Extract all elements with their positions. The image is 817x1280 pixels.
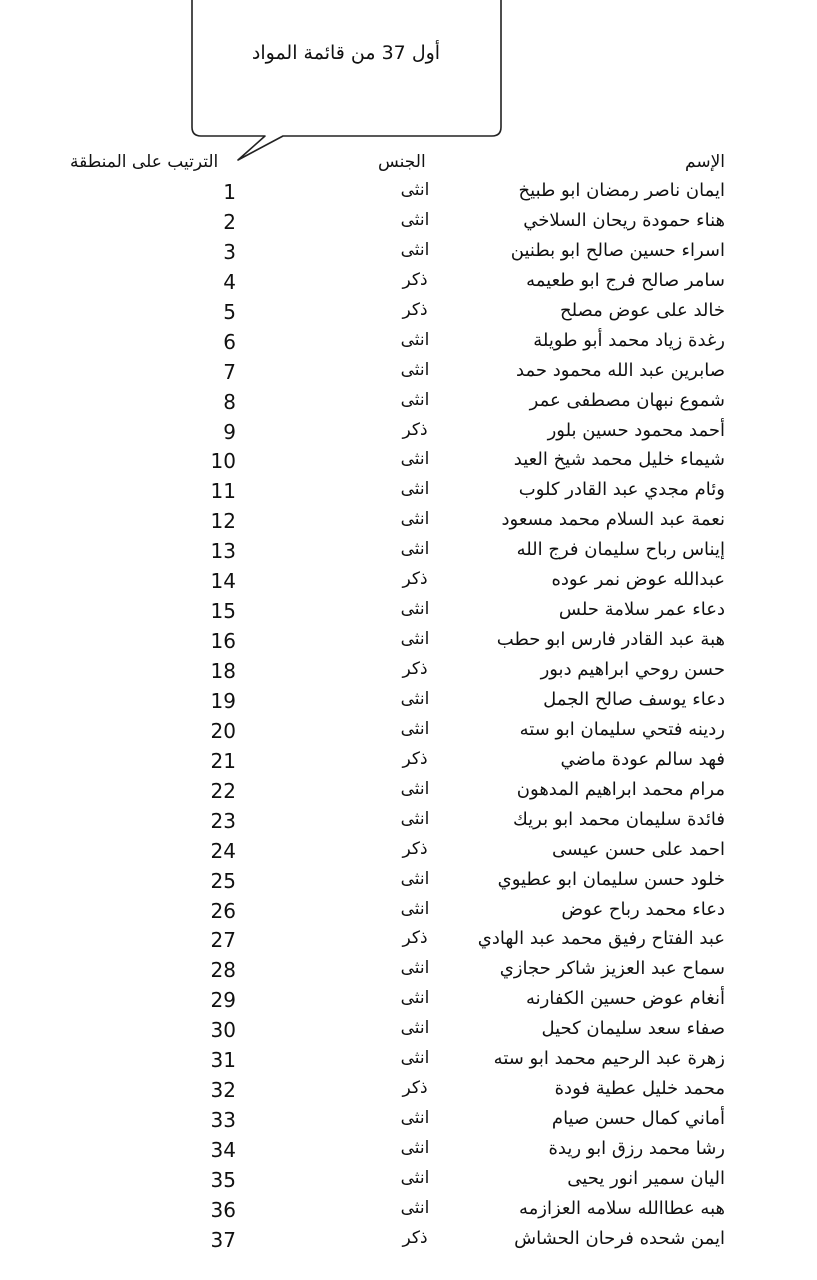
student-rank: 33 [210, 1108, 236, 1133]
student-rank: 6 [223, 329, 236, 354]
student-rank: 10 [210, 449, 236, 474]
student-rank: 4 [223, 269, 236, 294]
list-row [0, 1105, 817, 1135]
list-row [0, 536, 817, 566]
list-row [0, 207, 817, 237]
student-rank: 22 [210, 778, 236, 803]
list-row [0, 476, 817, 506]
student-gender: انثى [400, 449, 430, 470]
list-row [0, 806, 817, 836]
student-name: هبه عطاالله سلامه العزازمه [518, 1197, 725, 1219]
list-row [0, 776, 817, 806]
list-row [0, 985, 817, 1015]
student-rank: 5 [223, 299, 236, 324]
student-name: صفاء سعد سليمان كحيل [541, 1018, 725, 1040]
student-rank: 37 [210, 1227, 236, 1252]
list-row [0, 656, 817, 686]
student-name: ايمان ناصر رمضان ابو طبيخ [518, 180, 725, 201]
student-name: نعمة عبد السلام محمد مسعود [501, 509, 725, 531]
list-row [0, 746, 817, 776]
student-rank: 21 [210, 748, 236, 773]
student-gender: انثى [400, 808, 430, 829]
column-header-rank: الترتيب على المنطقة [70, 152, 219, 172]
list-row [0, 1195, 817, 1225]
student-rank: 23 [210, 808, 236, 833]
student-rank: 7 [223, 359, 236, 384]
student-name: مرام محمد ابراهيم المدهون [516, 778, 725, 800]
list-row [0, 836, 817, 866]
student-name: أحمد محمود حسين بلور [547, 419, 725, 441]
student-rank: 16 [210, 629, 236, 654]
list-row [0, 925, 817, 955]
student-gender: ذكر [402, 269, 428, 290]
student-rank: 30 [210, 1018, 236, 1043]
column-header-name: الإسم [685, 152, 725, 172]
student-rank: 9 [223, 419, 236, 444]
list-row [0, 896, 817, 926]
student-gender: انثى [400, 1138, 430, 1158]
student-gender: انثى [400, 778, 430, 799]
student-rank: 1 [223, 180, 236, 204]
student-gender: ذكر [402, 838, 428, 859]
student-gender: انثى [400, 958, 430, 979]
student-name: رغدة زياد محمد أبو طويلة [533, 329, 725, 351]
student-gender: انثى [400, 180, 430, 200]
student-name: عبدالله عوض نمر عوده [551, 569, 725, 591]
list-row [0, 177, 817, 207]
student-gender: انثى [400, 1108, 430, 1129]
student-gender: انثى [400, 239, 430, 260]
student-rank: 11 [210, 479, 236, 504]
student-gender: انثى [400, 1167, 430, 1188]
student-name: سماح عبد العزيز شاكر حجازي [499, 958, 725, 980]
list-row [0, 626, 817, 656]
list-row [0, 506, 817, 536]
student-gender: انثى [400, 1197, 430, 1218]
student-rank: 18 [210, 659, 236, 683]
student-gender: انثى [400, 479, 430, 500]
student-rank: 24 [210, 838, 236, 863]
results-list [0, 177, 817, 1255]
list-row [0, 1075, 817, 1105]
list-row [0, 566, 817, 596]
student-gender: انثى [400, 1048, 430, 1069]
student-gender: انثى [400, 988, 430, 1009]
student-name: إيناس رباح سليمان فرج الله [516, 539, 725, 561]
student-rank: 15 [210, 599, 236, 624]
student-name: وئام مجدي عبد القادر كلوب [518, 479, 725, 501]
student-name: محمد خليل عطية فودة [554, 1078, 725, 1100]
student-gender: ذكر [402, 419, 428, 440]
callout-bubble [0, 0, 817, 170]
student-name: خلود حسن سليمان ابو عطيوي [497, 868, 725, 890]
student-name: شموع نبهان مصطفى عمر [529, 389, 725, 411]
student-name: عبد الفتاح رفيق محمد عبد الهادي [477, 928, 725, 950]
student-gender: انثى [400, 509, 430, 530]
student-gender: انثى [400, 389, 430, 410]
student-name: دعاء محمد رباح عوض [561, 898, 725, 920]
student-name: زهرة عبد الرحيم محمد ابو سته [493, 1048, 725, 1070]
student-rank: 2 [223, 209, 236, 234]
student-name: فهد سالم عودة ماضي [560, 748, 725, 770]
student-rank: 3 [223, 239, 236, 264]
student-name: ايمن شحده فرحان الحشاش [514, 1227, 725, 1249]
student-rank: 19 [210, 688, 236, 713]
student-gender: ذكر [402, 659, 428, 679]
student-name: أنغام عوض حسين الكفارنه [526, 988, 725, 1010]
list-row [0, 716, 817, 746]
student-gender: انثى [400, 629, 430, 650]
list-row [0, 596, 817, 626]
list-row [0, 1015, 817, 1045]
student-gender: انثى [400, 688, 430, 709]
student-name: شيماء خليل محمد شيخ العيد [513, 449, 725, 471]
student-rank: 12 [210, 509, 236, 534]
list-row [0, 1135, 817, 1165]
student-rank: 29 [210, 988, 236, 1013]
student-rank: 31 [210, 1048, 236, 1073]
list-row [0, 1165, 817, 1195]
student-rank: 36 [210, 1197, 236, 1222]
student-name: حسن روحي ابراهيم دبور [540, 659, 725, 680]
student-name: اليان سمير انور يحيى [567, 1167, 725, 1189]
student-rank: 34 [210, 1138, 236, 1162]
list-row [0, 387, 817, 417]
student-name: هناء حمودة ريحان السلاخي [523, 209, 725, 231]
student-name: رشا محمد رزق ابو ريدة [548, 1138, 725, 1159]
list-row [0, 327, 817, 357]
student-gender: انثى [400, 329, 430, 350]
student-rank: 25 [210, 868, 236, 893]
list-row [0, 297, 817, 327]
list-row [0, 866, 817, 896]
column-header-gender: الجنس [378, 152, 426, 172]
list-row [0, 686, 817, 716]
student-gender: ذكر [402, 928, 428, 949]
student-rank: 27 [210, 928, 236, 953]
list-row [0, 237, 817, 267]
student-gender: ذكر [402, 1227, 428, 1248]
student-gender: انثى [400, 599, 430, 620]
list-row [0, 955, 817, 985]
student-rank: 14 [210, 569, 236, 594]
student-name: هبة عبد القادر فارس ابو حطب [496, 629, 725, 651]
student-rank: 13 [210, 539, 236, 564]
list-row [0, 446, 817, 476]
student-gender: انثى [400, 1018, 430, 1039]
student-name: دعاء يوسف صالح الجمل [543, 688, 725, 710]
callout-text: أول 37 من قائمة المواد [251, 42, 441, 64]
student-gender: انثى [400, 359, 430, 380]
student-gender: انثى [400, 868, 430, 889]
student-rank: 28 [210, 958, 236, 983]
student-name: اسراء حسين صالح ابو بطنين [510, 239, 725, 261]
student-rank: 20 [210, 718, 236, 743]
student-name: ردينه فتحي سليمان ابو سته [519, 718, 725, 740]
list-row [0, 357, 817, 387]
student-rank: 26 [210, 898, 236, 923]
student-gender: ذكر [402, 748, 428, 769]
student-rank: 32 [210, 1078, 236, 1103]
list-row [0, 1045, 817, 1075]
student-name: سامر صالح فرج ابو طعيمه [526, 269, 725, 291]
student-gender: انثى [400, 209, 430, 230]
student-gender: ذكر [402, 569, 428, 590]
student-gender: انثى [400, 539, 430, 560]
student-rank: 8 [223, 389, 236, 414]
student-gender: انثى [400, 898, 430, 919]
student-gender: ذكر [402, 1078, 428, 1099]
list-row [0, 1225, 817, 1255]
student-name: صابرين عبد الله محمود حمد [516, 359, 725, 381]
list-row [0, 267, 817, 297]
student-name: احمد على حسن عيسى [552, 838, 725, 860]
student-name: خالد على عوض مصلح [559, 299, 725, 321]
student-rank: 35 [210, 1167, 236, 1192]
student-name: فائدة سليمان محمد ابو بريك [513, 808, 725, 830]
student-name: أماني كمال حسن صيام [551, 1108, 725, 1130]
list-row [0, 417, 817, 447]
student-name: دعاء عمر سلامة حلس [558, 599, 725, 621]
student-gender: انثى [400, 718, 430, 739]
student-gender: ذكر [402, 299, 428, 320]
